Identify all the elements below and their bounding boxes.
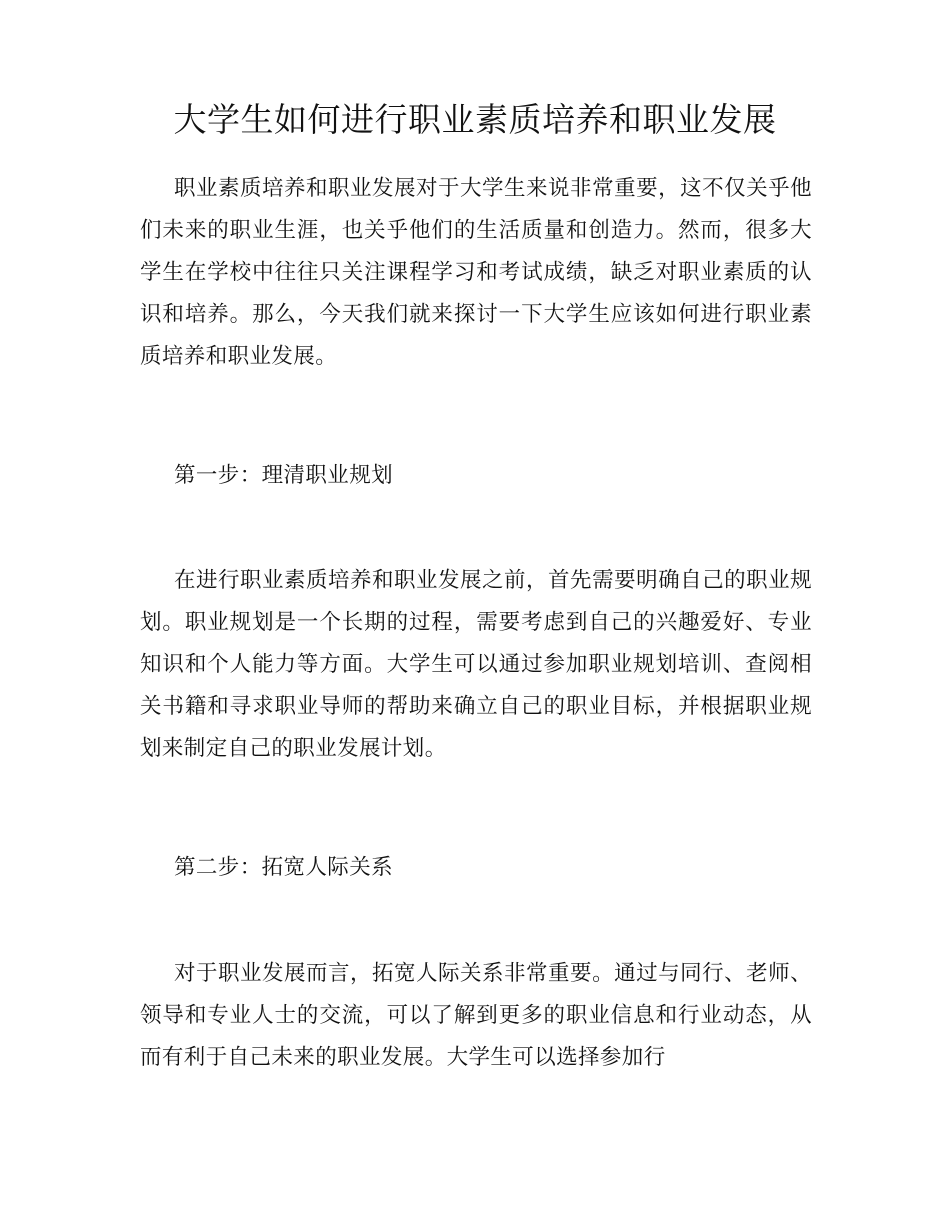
document-title: 大学生如何进行职业素质培养和职业发展 bbox=[173, 100, 777, 139]
section-body-step-2: 对于职业发展而言，拓宽人际关系非常重要。通过与同行、老师、领导和专业人士的交流，可以了解到更多的职业信息和行业动态，从而有利于自己未来的职业发展。大学生可以选择参加行 bbox=[140, 961, 812, 1070]
intro-paragraph: 职业素质培养和职业发展对于大学生来说非常重要，这不仅关乎他们未来的职业生涯，也关乎他们的生活质量和创造力。然而，很多大学生在学校中往往只关注课程学习和考试成绩，缺乏对职业素质的认识和培养。那么，今天我们就来探讨一下大学生应该如何进行职业素质培养和职业发展。 bbox=[140, 176, 812, 369]
section-heading-step-2: 第二步：拓宽人际关系 bbox=[174, 855, 394, 880]
section-body-step-1: 在进行职业素质培养和职业发展之前，首先需要明确自己的职业规划。职业规划是一个长期的过程，需要考虑到自己的兴趣爱好、专业知识和个人能力等方面。大学生可以通过参加职业规划培训、查阅相关书籍和寻求职业导师的帮助来确立自己的职业目标，并根据职业规划来制定自己的职业发展计划。 bbox=[140, 568, 812, 761]
section-heading-step-1: 第一步：理清职业规划 bbox=[174, 463, 394, 488]
